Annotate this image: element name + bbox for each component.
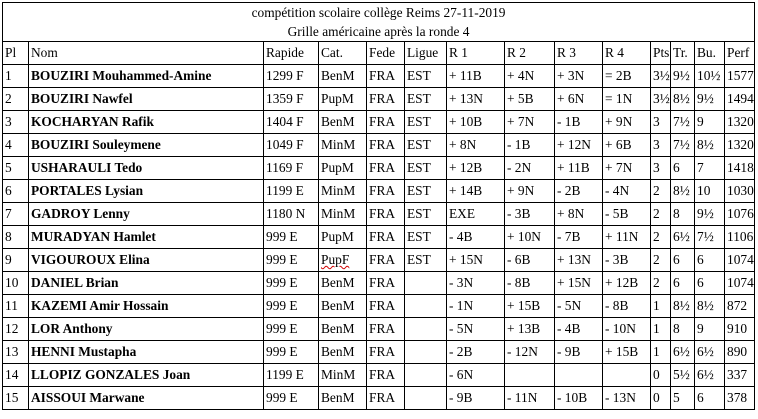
cell-round-1: - 9B [447, 387, 505, 410]
cell-points: 3½ [651, 88, 671, 111]
cell-round-4: - 3B [603, 249, 651, 272]
cell-league [405, 272, 447, 295]
subtitle-row [3, 22, 755, 42]
cell-performance: 910 [725, 318, 755, 341]
cell-rating: 1049 F [264, 134, 319, 157]
cell-points: 3 [651, 134, 671, 157]
cell-round-2: + 4N [505, 65, 555, 88]
cell-league: EST [405, 203, 447, 226]
standings-document [2, 2, 754, 410]
cell-performance: 378 [725, 387, 755, 410]
cell-name: AISSOUI Marwane [29, 387, 264, 410]
cell-rating: 999 E [264, 272, 319, 295]
cell-round-2: + 15B [505, 295, 555, 318]
cell-round-1: - 1N [447, 295, 505, 318]
header-bu: Bu. [695, 42, 725, 65]
header-cat: Cat. [319, 42, 367, 65]
cell-league [405, 364, 447, 387]
cell-round-2: + 7N [505, 111, 555, 134]
cell-place: 1 [3, 65, 29, 88]
header-r1: R 1 [447, 42, 505, 65]
cell-round-1: + 10B [447, 111, 505, 134]
header-r2: R 2 [505, 42, 555, 65]
table-row [3, 65, 755, 88]
cell-name: GADROY Lenny [29, 203, 264, 226]
cell-round-1: - 5N [447, 318, 505, 341]
cell-league: EST [405, 88, 447, 111]
cell-round-3: - 5N [555, 295, 603, 318]
cell-round-1: EXE [447, 203, 505, 226]
cell-round-2: + 5B [505, 88, 555, 111]
cell-federation: FRA [367, 272, 405, 295]
cell-tiebreak-bu: 7 [695, 157, 725, 180]
table-row [3, 157, 755, 180]
cell-name: LOR Anthony [29, 318, 264, 341]
cell-round-4: + 12B [603, 272, 651, 295]
table-row [3, 203, 755, 226]
cell-performance: 1494 [725, 88, 755, 111]
cell-tiebreak-tr: 5 [671, 387, 695, 410]
cell-federation: FRA [367, 157, 405, 180]
cell-round-3: + 12N [555, 134, 603, 157]
cell-points: 3½ [651, 65, 671, 88]
cell-points: 2 [651, 180, 671, 203]
cell-round-4: - 4N [603, 180, 651, 203]
cell-name: KOCHARYAN Rafik [29, 111, 264, 134]
header-r4: R 4 [603, 42, 651, 65]
cell-tiebreak-bu: 6 [695, 249, 725, 272]
cell-rating: 1169 F [264, 157, 319, 180]
cell-name: BOUZIRI Nawfel [29, 88, 264, 111]
cell-performance: 1074 [725, 249, 755, 272]
cell-round-4: + 15B [603, 341, 651, 364]
cell-name: DANIEL Brian [29, 272, 264, 295]
cell-round-3: - 10B [555, 387, 603, 410]
cell-league [405, 295, 447, 318]
cell-tiebreak-bu: 6 [695, 272, 725, 295]
cell-category: MinM [319, 180, 367, 203]
cell-place: 11 [3, 295, 29, 318]
cell-round-1: - 6N [447, 364, 505, 387]
cell-points: 2 [651, 226, 671, 249]
cell-tiebreak-tr: 6 [671, 272, 695, 295]
cell-name: MURADYAN Hamlet [29, 226, 264, 249]
cell-category: BenM [319, 318, 367, 341]
cell-round-3: - 7B [555, 226, 603, 249]
cell-round-2: - 2N [505, 157, 555, 180]
cell-round-4: + 9N [603, 111, 651, 134]
cell-category [319, 249, 367, 272]
table-row [3, 364, 755, 387]
cell-name: LLOPIZ GONZALES Joan [29, 364, 264, 387]
cell-tiebreak-tr: 8½ [671, 295, 695, 318]
cell-tiebreak-tr: 8½ [671, 88, 695, 111]
cell-round-1: + 15N [447, 249, 505, 272]
cell-round-2 [505, 364, 555, 387]
cell-points: 2 [651, 249, 671, 272]
cell-league [405, 341, 447, 364]
cell-tiebreak-bu: 8½ [695, 295, 725, 318]
cell-performance: 1076 [725, 203, 755, 226]
cell-round-1: + 13N [447, 88, 505, 111]
cell-round-3: - 2B [555, 180, 603, 203]
cell-league: EST [405, 180, 447, 203]
cell-performance: 890 [725, 341, 755, 364]
cell-rating: 1199 E [264, 180, 319, 203]
cell-federation: FRA [367, 88, 405, 111]
cell-performance: 1418 [725, 157, 755, 180]
cell-category: BenM [319, 272, 367, 295]
cell-federation: FRA [367, 364, 405, 387]
cell-name: USHARAULI Tedo [29, 157, 264, 180]
cell-tiebreak-bu: 6 [695, 387, 725, 410]
cell-place: 8 [3, 226, 29, 249]
cell-place: 13 [3, 341, 29, 364]
header-ligue: Ligue [405, 42, 447, 65]
cell-rating: 1404 F [264, 111, 319, 134]
cell-rating: 999 E [264, 318, 319, 341]
cell-tiebreak-tr: 5½ [671, 364, 695, 387]
cell-round-1: - 3N [447, 272, 505, 295]
cell-tiebreak-bu: 6½ [695, 364, 725, 387]
cell-points: 3 [651, 157, 671, 180]
cell-round-4: = 2B [603, 65, 651, 88]
cell-performance: 1577 [725, 65, 755, 88]
table-row [3, 387, 755, 410]
cell-performance: 1106 [725, 226, 755, 249]
cell-tiebreak-tr: 8½ [671, 180, 695, 203]
cell-round-4 [603, 364, 651, 387]
header-rapide: Rapide [264, 42, 319, 65]
cell-round-4: - 8B [603, 295, 651, 318]
cell-federation: FRA [367, 111, 405, 134]
header-pts: Pts [651, 42, 671, 65]
title-row [3, 3, 755, 23]
cell-round-4: + 7N [603, 157, 651, 180]
header-nom: Nom [29, 42, 264, 65]
cell-rating: 999 E [264, 341, 319, 364]
cell-round-4: - 13N [603, 387, 651, 410]
cell-round-1: + 12B [447, 157, 505, 180]
cell-tiebreak-bu: 6½ [695, 341, 725, 364]
cell-tiebreak-bu: 7½ [695, 226, 725, 249]
cell-tiebreak-tr: 9½ [671, 65, 695, 88]
header-tr: Tr. [671, 42, 695, 65]
cell-points: 1 [651, 318, 671, 341]
cell-round-3: - 9B [555, 341, 603, 364]
cell-federation: FRA [367, 341, 405, 364]
cell-tiebreak-tr: 6½ [671, 226, 695, 249]
cell-category: PupM [319, 157, 367, 180]
cell-category: BenM [319, 387, 367, 410]
header-perf: Perf [725, 42, 755, 65]
cell-tiebreak-tr: 6 [671, 249, 695, 272]
cell-league: EST [405, 249, 447, 272]
cell-round-4: + 11N [603, 226, 651, 249]
table-row [3, 249, 755, 272]
cell-category: PupM [319, 226, 367, 249]
cell-tiebreak-bu: 9½ [695, 88, 725, 111]
cell-place: 10 [3, 272, 29, 295]
cell-rating: 1359 F [264, 88, 319, 111]
cell-category: MinM [319, 203, 367, 226]
cell-points: 3 [651, 111, 671, 134]
cell-name: BOUZIRI Souleymene [29, 134, 264, 157]
cell-round-3: + 3N [555, 65, 603, 88]
cell-round-2: - 8B [505, 272, 555, 295]
cell-category: BenM [319, 111, 367, 134]
cell-round-4: - 5B [603, 203, 651, 226]
cell-performance: 337 [725, 364, 755, 387]
cell-rating: 1180 N [264, 203, 319, 226]
cell-place: 2 [3, 88, 29, 111]
cell-round-3: + 6N [555, 88, 603, 111]
cell-round-2: + 9N [505, 180, 555, 203]
header-pl: Pl [3, 42, 29, 65]
header-row [3, 42, 755, 65]
table-row [3, 180, 755, 203]
cell-round-3: - 1B [555, 111, 603, 134]
cell-round-3: - 4B [555, 318, 603, 341]
cell-place: 9 [3, 249, 29, 272]
header-fede: Fede [367, 42, 405, 65]
table-row [3, 88, 755, 111]
cell-federation: FRA [367, 318, 405, 341]
cell-category: PupM [319, 88, 367, 111]
cell-rating: 999 E [264, 249, 319, 272]
cell-league: EST [405, 226, 447, 249]
cell-performance: 1074 [725, 272, 755, 295]
cell-place: 6 [3, 180, 29, 203]
cell-round-4: - 10N [603, 318, 651, 341]
cell-tiebreak-bu: 10 [695, 180, 725, 203]
cell-round-4: + 6B [603, 134, 651, 157]
cell-federation: FRA [367, 203, 405, 226]
cell-tiebreak-tr: 6½ [671, 341, 695, 364]
cell-points: 0 [651, 364, 671, 387]
cell-tiebreak-bu: 8½ [695, 134, 725, 157]
cell-performance: 1320 [725, 134, 755, 157]
cell-place: 7 [3, 203, 29, 226]
cell-category: MinM [319, 134, 367, 157]
cell-rating: 999 E [264, 295, 319, 318]
cell-league: EST [405, 111, 447, 134]
header-r3: R 3 [555, 42, 603, 65]
cell-round-3: + 8N [555, 203, 603, 226]
cell-federation: FRA [367, 295, 405, 318]
document-title: compétition scolaire collège Reims 27-11-2019 [3, 3, 755, 23]
table-row [3, 295, 755, 318]
cell-tiebreak-tr: 6 [671, 157, 695, 180]
cell-place: 4 [3, 134, 29, 157]
cell-points: 0 [651, 387, 671, 410]
cell-tiebreak-tr: 8 [671, 318, 695, 341]
standings-table [2, 2, 755, 410]
cell-rating: 1199 E [264, 364, 319, 387]
cell-round-1: + 8N [447, 134, 505, 157]
cell-round-2: + 10N [505, 226, 555, 249]
cell-federation: FRA [367, 249, 405, 272]
cell-category: MinM [319, 364, 367, 387]
cell-name: VIGOUROUX Elina [29, 249, 264, 272]
cell-place: 12 [3, 318, 29, 341]
cell-tiebreak-tr: 7½ [671, 111, 695, 134]
cell-round-1: + 11B [447, 65, 505, 88]
cell-round-2: - 11N [505, 387, 555, 410]
table-row [3, 318, 755, 341]
cell-place: 14 [3, 364, 29, 387]
cell-league: EST [405, 157, 447, 180]
table-row [3, 134, 755, 157]
cell-tiebreak-bu: 10½ [695, 65, 725, 88]
cell-round-3: + 15N [555, 272, 603, 295]
cell-rating: 999 E [264, 226, 319, 249]
cell-name: PORTALES Lysian [29, 180, 264, 203]
cell-performance: 1030 [725, 180, 755, 203]
cell-name: HENNI Mustapha [29, 341, 264, 364]
cell-league: EST [405, 65, 447, 88]
cell-federation: FRA [367, 180, 405, 203]
cell-place: 15 [3, 387, 29, 410]
cell-category: BenM [319, 295, 367, 318]
cell-place: 5 [3, 157, 29, 180]
cell-league [405, 318, 447, 341]
cell-round-3: + 11B [555, 157, 603, 180]
cell-tiebreak-tr: 8 [671, 203, 695, 226]
cell-place: 3 [3, 111, 29, 134]
cell-round-2: + 13B [505, 318, 555, 341]
cell-federation: FRA [367, 226, 405, 249]
cell-league: EST [405, 134, 447, 157]
cell-category: BenM [319, 341, 367, 364]
cell-round-3 [555, 364, 603, 387]
cell-performance: 1320 [725, 111, 755, 134]
cell-round-4: = 1N [603, 88, 651, 111]
cell-round-1: - 4B [447, 226, 505, 249]
cell-round-2: - 6B [505, 249, 555, 272]
cell-performance: 872 [725, 295, 755, 318]
cell-federation: FRA [367, 387, 405, 410]
cell-points: 1 [651, 341, 671, 364]
cell-name: BOUZIRI Mouhammed-Amine [29, 65, 264, 88]
cell-federation: FRA [367, 65, 405, 88]
cell-tiebreak-bu: 9 [695, 111, 725, 134]
table-row [3, 272, 755, 295]
cell-rating: 1299 F [264, 65, 319, 88]
table-row [3, 341, 755, 364]
document-subtitle: Grille américaine après la ronde 4 [3, 22, 755, 42]
cell-points: 2 [651, 272, 671, 295]
cell-points: 2 [651, 203, 671, 226]
cell-rating: 999 E [264, 387, 319, 410]
cell-round-2: - 3B [505, 203, 555, 226]
cell-tiebreak-tr: 7½ [671, 134, 695, 157]
cell-points: 1 [651, 295, 671, 318]
cell-category: BenM [319, 65, 367, 88]
cell-tiebreak-bu: 9½ [695, 203, 725, 226]
cell-name: KAZEMI Amir Hossain [29, 295, 264, 318]
cell-round-3: + 13N [555, 249, 603, 272]
spellcheck-underlined-text: PupF [321, 252, 350, 267]
cell-league [405, 387, 447, 410]
cell-round-2: - 12N [505, 341, 555, 364]
cell-round-1: - 2B [447, 341, 505, 364]
cell-round-2: - 1B [505, 134, 555, 157]
table-row [3, 111, 755, 134]
cell-round-1: + 14B [447, 180, 505, 203]
cell-federation: FRA [367, 134, 405, 157]
cell-tiebreak-bu: 9 [695, 318, 725, 341]
table-row [3, 226, 755, 249]
